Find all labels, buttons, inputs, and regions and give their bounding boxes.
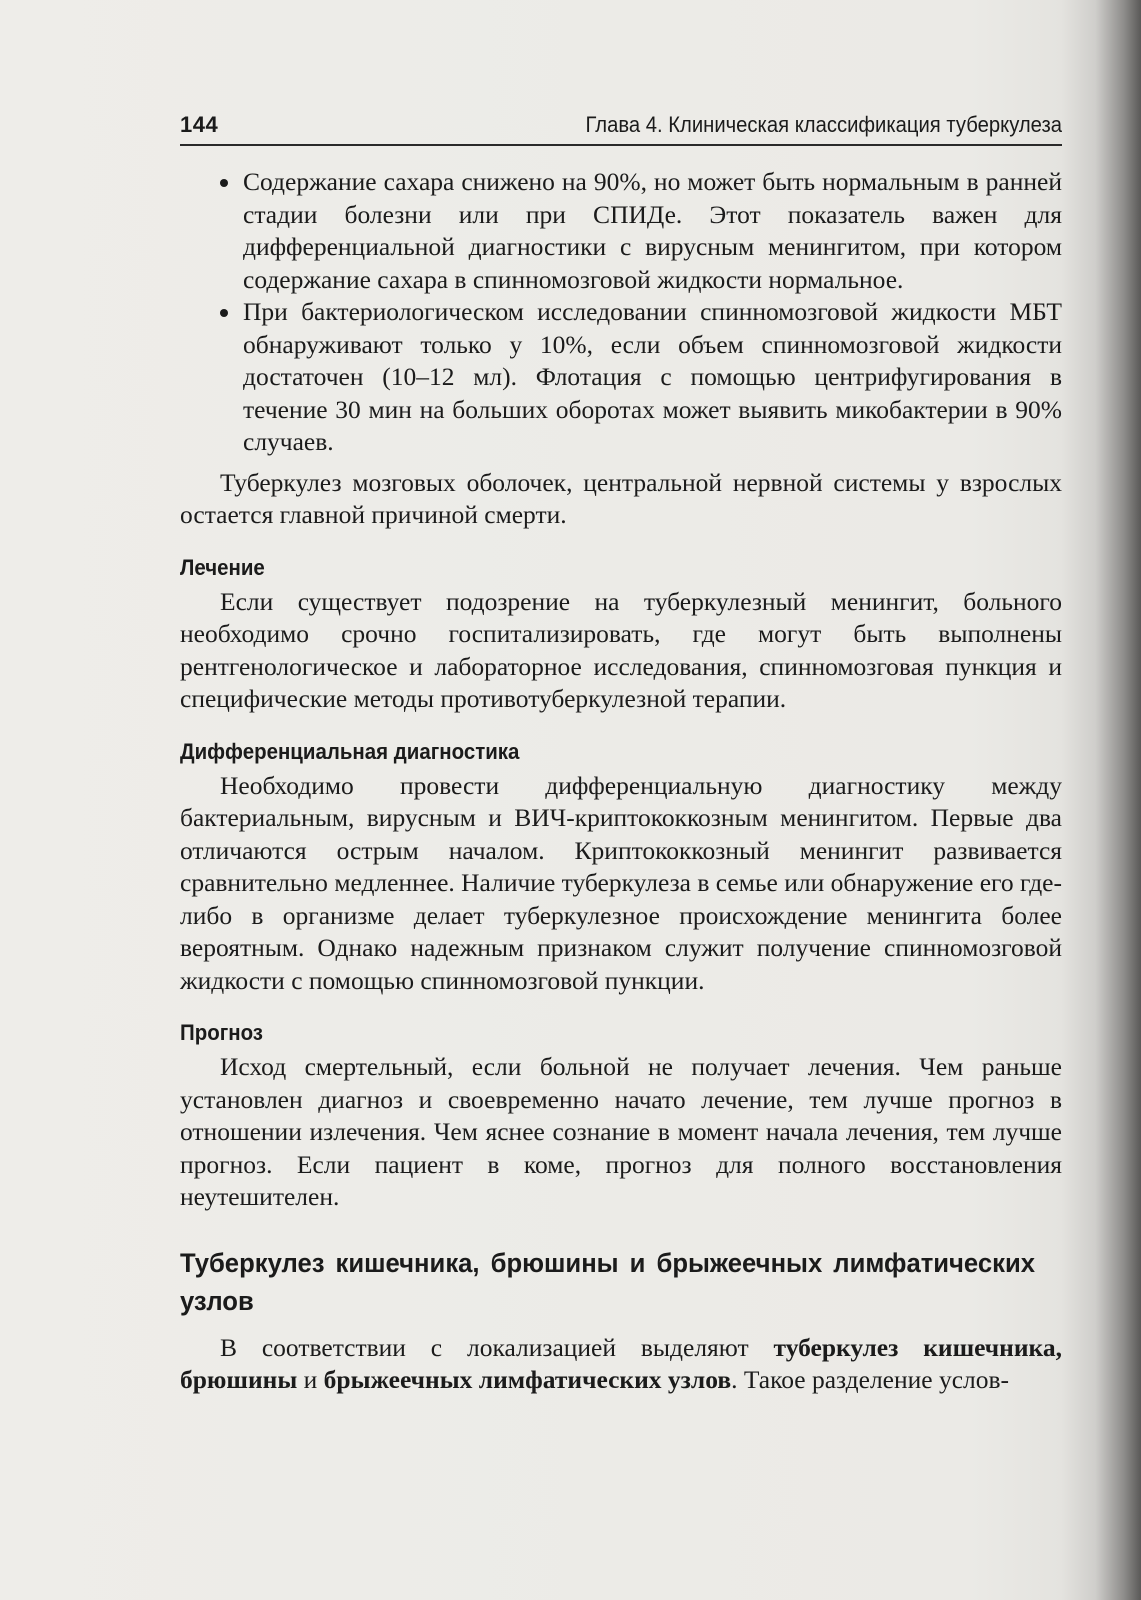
paragraph-final: [180, 1332, 1062, 1397]
paragraph-treatment: Если существует подозрение на туберкулезный менингит, больного необходимо срочно госпитализировать, где могут быть выполнены рентгенологическое и лабораторное исследования, спинномозговая пункция и специфические методы противотуберкулезной терапии.: [180, 586, 1062, 713]
paragraph-mortality: Туберкулез мозговых оболочек, центральной нервной системы у взрослых остается главной причиной смерти.: [180, 467, 1062, 529]
list-item: [180, 296, 1062, 459]
list-item-text: Содержание сахара снижено на 90%, но может быть нормальным в ранней стадии болезни или при СПИДе. Этот показатель важен для дифференциальной диагностики с вирусным менингитом, при котором содержание сахара в спинномозговой жидкости нормальное.: [243, 167, 1062, 294]
list-item-text: При бактериологическом исследовании спинномозговой жидкости МБТ обнаруживают только у 10%, если объем спинномозговой жидкости достаточен (10–12 мл). Флотация с помощью центрифугирования в течение 30 мин на больших оборотах может выявить микобактерии в 90% случаев.: [243, 297, 1062, 456]
heading-differential: Дифференциальная диагностика: [180, 738, 520, 764]
bullet-icon: [220, 179, 228, 187]
bold-term: брыжеечных лимфатических узлов: [323, 1365, 732, 1394]
page-number: 144: [180, 112, 219, 137]
page-body: [180, 166, 1062, 1397]
paragraph-prognosis: Исход смертельный, если больной не получает лечения. Чем раньше установлен диагноз и своевременно начато лечение, тем лучше прогноз в отношении излечения. Чем яснее сознание в момент начала лечения, тем лучше прогноз. Если пациент в коме, прогноз для полного восстановления неутешителен.: [180, 1052, 1062, 1211]
page-header: [180, 108, 1062, 146]
section-heading: Туберкулез кишечника, брюшины и брыжеечных лимфатических узлов: [180, 1247, 1035, 1316]
text-run: и: [297, 1365, 324, 1394]
text-run: . Такое разделение услов-: [731, 1365, 1010, 1394]
text-run: В соответствии с локализацией выделяют: [220, 1332, 774, 1362]
bullet-icon: [220, 309, 228, 317]
running-title: Глава 4. Клиническая классификация туберкулеза: [585, 112, 1062, 137]
heading-treatment: Лечение: [180, 554, 265, 580]
bullet-list: [180, 166, 1062, 459]
bold-term: туберкулез кишечника, брюшины: [180, 1332, 1062, 1394]
list-item: [180, 166, 1062, 296]
paragraph-differential: Необходимо провести дифференциальную диагностику между бактериальным, вирусным и ВИЧ-криптококкозным менингитом. Первые два отличаются острым началом. Криптококкозный менингит развивается сравнительно медленнее. Наличие туберкулеза в семье или обнаружение его где-либо в организме делает туберкулезное происхождение менингита более вероятным. Однако надежным признаком служит получение спинномозговой жидкости с помощью спинномозговой пункции.: [180, 770, 1062, 995]
heading-prognosis: Прогноз: [180, 1020, 263, 1045]
